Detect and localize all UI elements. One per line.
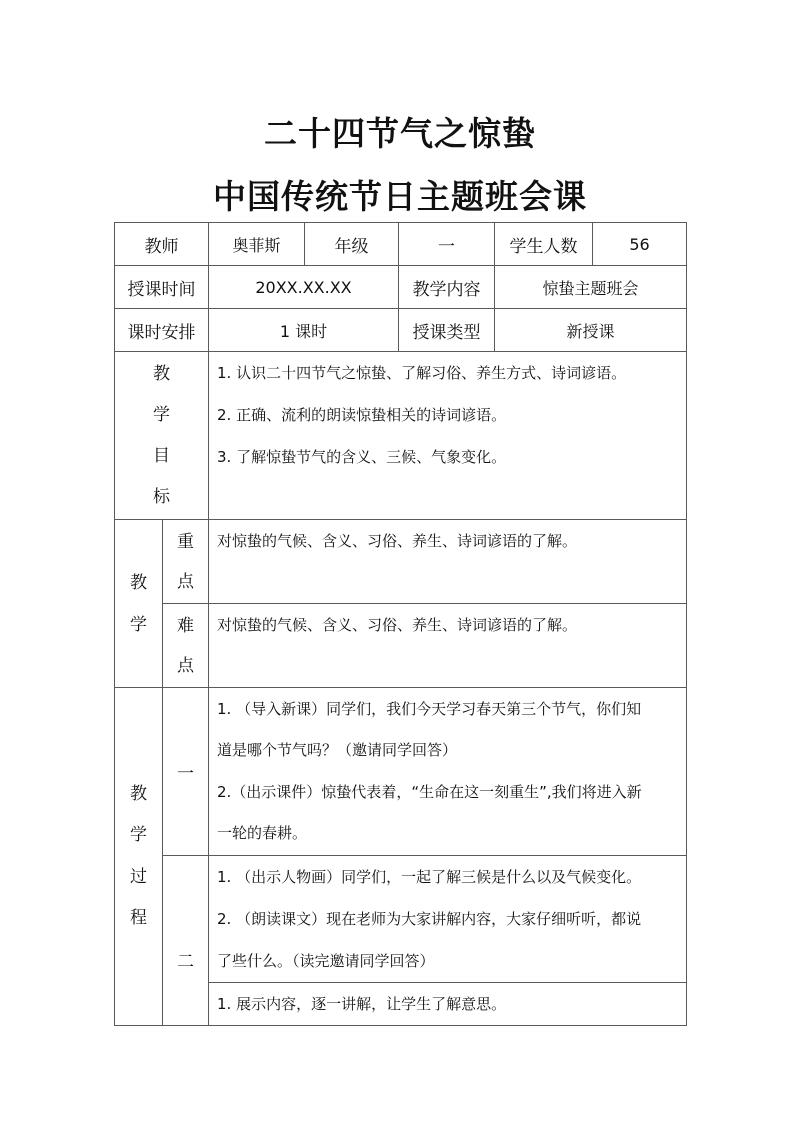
key-point-content bbox=[209, 520, 687, 604]
difficulty-label-char: 点 bbox=[177, 655, 194, 676]
process-label-char: 程 bbox=[130, 908, 147, 928]
hours-value: 1 课时 bbox=[209, 309, 399, 352]
focus-label-char: 教 bbox=[130, 572, 147, 593]
title-line-1: 二十四节气之惊蛰 bbox=[264, 114, 536, 153]
difficulty-label bbox=[163, 604, 209, 688]
step-2-line: 了些什么。（读完邀请同学回答） bbox=[217, 952, 435, 970]
time-label: 授课时间 bbox=[115, 266, 209, 309]
students-label: 学生人数 bbox=[495, 223, 593, 266]
goal-item: 3. 了解惊蛰节气的含义、三候、气象变化。 bbox=[217, 448, 507, 466]
process-step-1-row bbox=[115, 688, 687, 856]
goals-label-char: 学 bbox=[153, 404, 170, 425]
step-1-number: 一 bbox=[177, 764, 194, 784]
goal-item: 2. 正确、流利的朗读惊蛰相关的诗词谚语。 bbox=[217, 406, 507, 424]
step-1-line: 一轮的春耕。 bbox=[217, 824, 308, 842]
process-step-2-content bbox=[209, 856, 687, 983]
focus-label bbox=[115, 520, 163, 688]
goals-label-char: 标 bbox=[153, 486, 170, 507]
key-point-row bbox=[115, 520, 687, 604]
info-row-1 bbox=[115, 223, 687, 266]
content-label: 教学内容 bbox=[399, 266, 495, 309]
step-2-line: 1. （出示人物画）同学们，一起了解三候是什么以及气候变化。 bbox=[217, 868, 642, 886]
process-step-1-content bbox=[209, 688, 687, 856]
key-point-label-char: 重 bbox=[177, 531, 194, 552]
goals-label bbox=[115, 352, 209, 520]
key-point-text: 对惊蛰的气候、含义、习俗、养生、诗词谚语的了解。 bbox=[217, 532, 578, 550]
type-label: 授课类型 bbox=[399, 309, 495, 352]
type-value: 新授课 bbox=[495, 309, 687, 352]
process-label-char: 教 bbox=[130, 783, 147, 804]
step-2-line: 2. （朗读课文）现在老师为大家讲解内容，大家仔细听听，都说 bbox=[217, 910, 642, 928]
teacher-label: 教师 bbox=[115, 223, 209, 266]
difficulty-text: 对惊蛰的气候、含义、习俗、养生、诗词谚语的了解。 bbox=[217, 616, 578, 634]
focus-label-char: 学 bbox=[130, 614, 147, 635]
step-2-number: 二 bbox=[177, 952, 194, 972]
teacher-value: 奥菲斯 bbox=[209, 223, 305, 266]
goals-row bbox=[115, 352, 687, 520]
content-value: 惊蛰主题班会 bbox=[495, 266, 687, 309]
process-step-3-content bbox=[209, 983, 687, 1026]
key-point-label-char: 点 bbox=[177, 571, 194, 592]
process-label-char: 过 bbox=[130, 866, 147, 887]
step-1-line: 1. （导入新课）同学们，我们今天学习春天第三个节气，你们知 bbox=[217, 699, 642, 718]
students-value: 56 bbox=[593, 223, 687, 266]
process-label-char: 学 bbox=[130, 825, 147, 845]
goals-content bbox=[209, 352, 687, 520]
difficulty-label-char: 难 bbox=[177, 615, 194, 636]
info-row-3 bbox=[115, 309, 687, 352]
process-label bbox=[115, 688, 163, 1026]
goals-label-char: 目 bbox=[153, 445, 170, 466]
info-row-2 bbox=[115, 266, 687, 309]
process-step-2-label bbox=[163, 856, 209, 1026]
grade-value: 一 bbox=[399, 223, 495, 266]
step-1-line: 道是哪个节气吗？（邀请同学回答） bbox=[217, 741, 458, 759]
lesson-plan-table bbox=[114, 222, 687, 1026]
difficulty-row bbox=[115, 604, 687, 688]
difficulty-content bbox=[209, 604, 687, 688]
key-point-label bbox=[163, 520, 209, 604]
hours-label: 课时安排 bbox=[115, 309, 209, 352]
time-value: 20XX.XX.XX bbox=[209, 266, 399, 309]
goals-label-char: 教 bbox=[153, 363, 170, 384]
grade-label: 年级 bbox=[305, 223, 399, 266]
title-line-2: 中国传统节日主题班会课 bbox=[213, 177, 587, 216]
process-step-2-row bbox=[115, 856, 687, 983]
step-3-line: 1. 展示内容，逐一讲解，让学生了解意思。 bbox=[217, 995, 507, 1013]
goal-item: 1. 认识二十四节气之惊蛰、了解习俗、养生方式、诗词谚语。 bbox=[217, 364, 627, 382]
process-step-1-label bbox=[163, 688, 209, 856]
step-1-line: 2.（出示课件）惊蛰代表着，“生命在这一刻重生”,我们将进入新 bbox=[217, 782, 642, 801]
